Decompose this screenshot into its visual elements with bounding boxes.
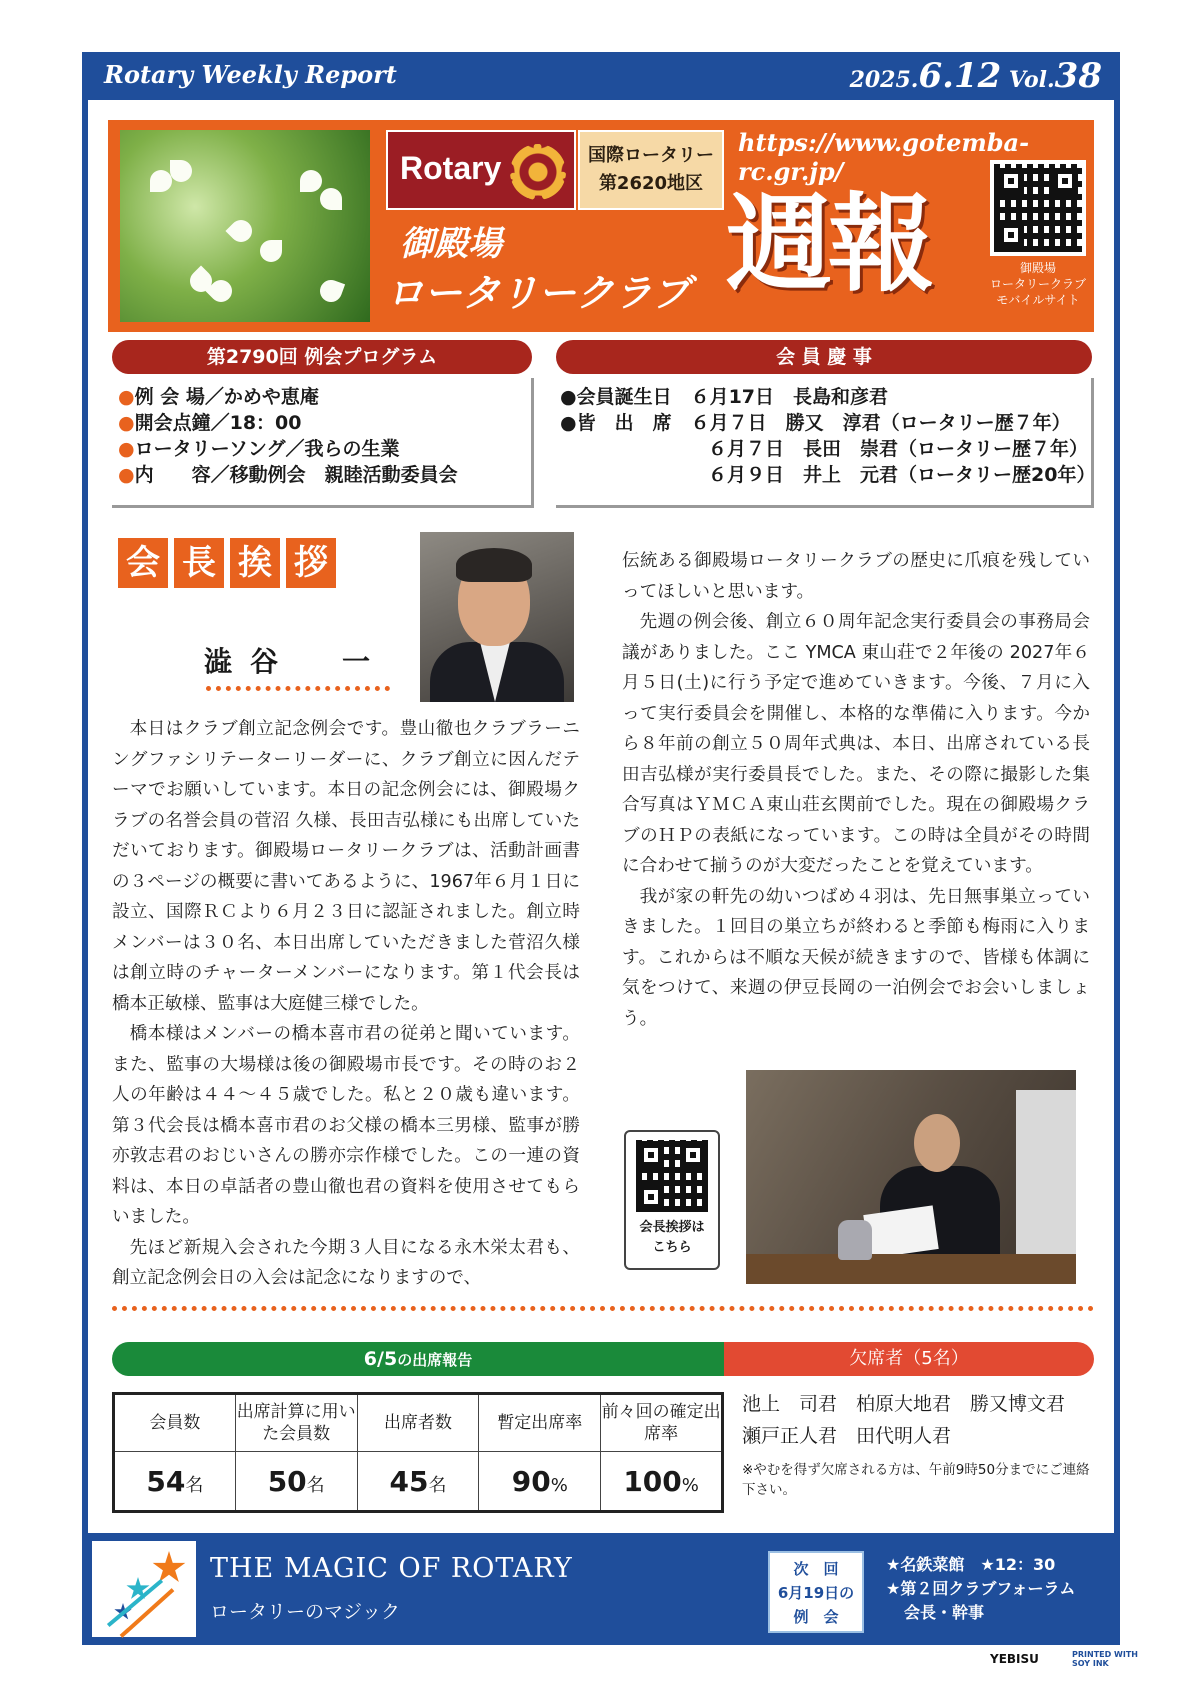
table-header: 暫定出席率	[479, 1394, 601, 1452]
president-portrait	[420, 532, 574, 702]
celebration-row: ●会員誕生日 ６月17日 長島和彦君	[560, 386, 889, 408]
mobile-site-qr-icon[interactable]	[990, 160, 1086, 256]
celebration-heading: 会 員 慶 事	[556, 340, 1092, 374]
absent-list: 池上 司君 柏原大地君 勝又博文君 瀬戸正人君 田代明人君	[742, 1393, 1066, 1447]
issue-date: 2025.6.12 Vol.38	[849, 56, 1102, 96]
table-header: 出席者数	[357, 1394, 479, 1452]
celebration-row: ６月９日 井上 元君（ロータリー歴20年）	[708, 464, 1096, 486]
attendance-heading: 6/5の出席報告	[112, 1342, 724, 1376]
table-header: 会員数	[114, 1394, 236, 1452]
table-header: 前々回の確定出席率	[601, 1394, 723, 1452]
newsletter-title: Rotary Weekly Report	[104, 60, 397, 89]
greeting-text-left: 本日はクラブ創立記念例会です。豊山徹也クラブラーニングファシリテーターリーダーに、クラブ創立に因んだテーマでお願いしています。本日の記念例会には、御殿場クラブの名誉会員の菅沼 久様、長田吉弘様にも出席していただいております。御殿場ロータリークラブは、活動計画書の３ページの概要に書いてあるように、1967年６月１日に設立、国際ＲＣより６月２３日に認証されました。創立時メンバーは３０名、本日出席していただきました菅沼久様は創立時のチャーターメンバーになります。第１代会長は橋本正敏様、監事は大庭健三様でした。 橋本様はメンバーの橋本喜市君の従弟と聞いています。また、監事の大場様は後の御殿場市長です。その時のお２人の年齢は４４～４５歳でした。私と２０歳も違います。第３代会長は橋本喜市君のお父様の橋本三男様、監事が勝亦敦志君のおじいさんの勝亦宗作様でした。この一連の資料は、本日の卓話者の豊山徹也君の資料を使用させてもらいました。 先ほど新規入会された今期３人目になる永木栄太君も、創立記念例会日の入会は記念になりますので、	[112, 719, 580, 1288]
soy-ink-logo: PRINTED WITH SOY INK	[1072, 1650, 1138, 1668]
table-cell: 54名	[114, 1452, 236, 1512]
celebration-panel	[556, 378, 1094, 508]
program-row: ●例 会 場／かめや恵庵	[118, 386, 319, 408]
table-row	[114, 1452, 723, 1512]
next-meeting-info: ★名鉄菜館 ★12：30 ★第２回クラブフォーラム 会長・幹事	[886, 1555, 1076, 1622]
magic-of-rotary-title: THE MAGIC OF ROTARY	[210, 1553, 573, 1584]
club-name-line2: ロータリークラブ	[386, 271, 691, 315]
magic-of-rotary-subtitle: ロータリーのマジック	[210, 1601, 401, 1623]
table-cell: 45名	[357, 1452, 479, 1512]
president-greeting-heading: 会 長 挨 拶	[118, 538, 336, 588]
program-row: ●内 容／移動例会 親睦活動委員会	[118, 464, 458, 486]
greeting-text-right: 伝統ある御殿場ロータリークラブの歴史に爪痕を残していってほしいと思います。 先週の例会後、創立６０周年記念実行委員会の事務局会議がありました。ここ YMCA 東山荘で２年後の 2027年６月５日(土)に行う予定で進めていきます。今後、７月に入って実行委員会を開催し、本格的な準備に入ります。今から８年前の創立５０周年式典は、本日、出席されている長田吉弘様が実行委員長でした。また、その際に撮影した集合写真はＹＭＣＡ東山荘玄関前でした。現在の御殿場クラブのＨＰの表紙になっています。この時は全員がその時間に合わせて揃うのが大変だったことを覚えています。 我が家の軒先の幼いつばめ４羽は、先日無事巣立っていきました。１回目の巣立ちが終わると季節も梅雨に入ります。これからは不順な天候が続きますので、皆様も体調に気をつけて、来週の伊豆長岡の一泊例会でお会いしましょう。	[622, 551, 1090, 1029]
program-heading: 第2790回 例会プログラム	[112, 340, 532, 374]
program-row: ●開会点鐘／18：00	[118, 412, 302, 434]
program-panel	[112, 378, 534, 508]
section-divider	[112, 1306, 1094, 1311]
celebration-row: ●皆 出 席 ６月７日 勝又 淳君（ロータリー歴７年）	[560, 412, 1071, 434]
rotary-wheel-icon	[510, 144, 566, 200]
header-banner	[108, 120, 1094, 332]
celebration-row: ６月７日 長田 崇君（ロータリー歴７年）	[708, 438, 1089, 460]
district-label: 国際ロータリー 第2620地区	[578, 130, 724, 210]
table-header-row	[114, 1394, 723, 1452]
club-url[interactable]: https://www.gotemba-rc.gr.jp/	[738, 128, 1030, 186]
table-cell: 100%	[601, 1452, 723, 1512]
printer-logo: YEBISU	[990, 1652, 1039, 1666]
absent-heading: 欠席者（5名）	[724, 1342, 1094, 1376]
greeting-qr-icon[interactable]	[636, 1140, 708, 1212]
club-name-line1: 御殿場	[400, 224, 502, 264]
mobile-site-caption: 御殿場 ロータリークラブ モバイルサイト	[989, 261, 1086, 307]
flower-photo	[120, 130, 370, 322]
star-icon	[152, 1551, 186, 1585]
greeting-qr-card[interactable]	[624, 1130, 720, 1270]
weekly-report-heading: 週報	[726, 183, 930, 306]
attendance-table	[112, 1392, 724, 1513]
rotary-logo: Rotary	[386, 130, 576, 210]
magic-of-rotary-logo	[92, 1541, 196, 1637]
president-speech-photo	[746, 1070, 1076, 1284]
absence-note: ※やむを得ず欠席される方は、午前9時50分までにご連絡下さい。	[742, 1462, 1090, 1498]
top-bar	[82, 52, 1120, 100]
table-header: 出席計算に用いた会員数	[235, 1394, 357, 1452]
table-cell: 90%	[479, 1452, 601, 1512]
next-meeting-box: 次 回 6月19日の 例 会	[768, 1551, 864, 1633]
author-name: 澁谷 一	[204, 645, 389, 678]
table-cell: 50名	[235, 1452, 357, 1512]
program-row: ●ロータリーソング／我らの生業	[118, 438, 400, 460]
footer-bar	[82, 1533, 1120, 1645]
greeting-qr-caption: 会長挨拶は こちら	[639, 1220, 705, 1255]
author-underline	[206, 686, 390, 691]
